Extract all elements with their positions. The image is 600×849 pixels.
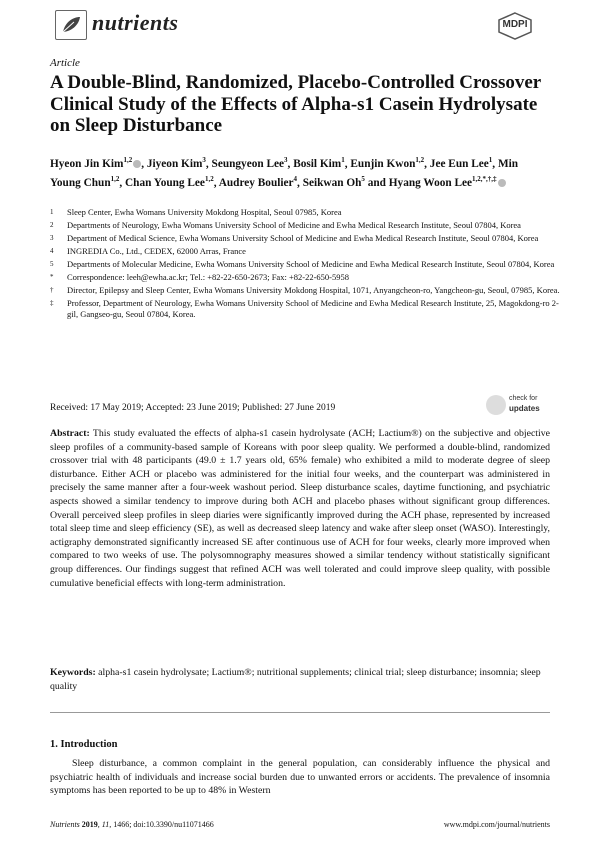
author-name: Bosil Kim — [293, 157, 342, 170]
affiliation-item — [50, 259, 560, 270]
author-and: and — [367, 177, 386, 190]
affiliation-text: Correspondence: leeh@ewha.ac.kr; Tel.: +82-22-650-2673; Fax: +82-22-650-5958 — [67, 272, 349, 282]
mdpi-logo-text: MDPI — [502, 19, 528, 30]
affiliation-text: Department of Medical Science, Ewha Womans University School of Medicine and Ewha Medical Research Institute, Seoul 07804, Korea — [67, 233, 539, 243]
author-name: Hyang Woon Lee — [388, 177, 473, 190]
affiliation-mark: 4 — [50, 247, 54, 255]
author-list: Hyeon Jin Kim$^{1,2}$ , Jiyeon Kim$^3$, Seungyeon Lee$^3$, Bosil Kim$^1$, Eunjin Kwon$^{1,2}$, Jee Eun Lee$^1$, Min Young Chun$^{1,2}$, Chan Young Lee$^{1,2}$, Audrey Boulier$^4$, Seikwan Oh$^5$ and Hyang Woon Lee$^{1,2,*,\dagger,\ddagger}$ — [50, 156, 519, 190]
author-affiliation-marks: 5 — [361, 175, 365, 184]
affiliation-text: Professor, Department of Neurology, Ewha Womans University School of Medicine and Ewha Medical Research Institute, 25, Magokdong-ro 2-gil, Gangseo-gu, Seoul 07804, Korea. — [67, 298, 559, 319]
abstract-label: Abstract: — [50, 428, 90, 439]
affiliation-list — [50, 207, 560, 322]
author-affiliation-marks: 1,2 — [123, 156, 133, 164]
footer-volume: 11 — [101, 820, 110, 829]
author-name: Eunjin Kwon — [350, 157, 416, 170]
author-name: Hyeon Jin Kim — [50, 157, 124, 170]
affiliation-text: Sleep Center, Ewha Womans University Mokdong Hospital, Seoul 07985, Korea — [67, 207, 342, 217]
author-name: Jee Eun Lee — [429, 157, 489, 170]
affiliation-mark: * — [50, 273, 54, 281]
orcid-icon[interactable] — [498, 179, 506, 187]
affiliation-item — [50, 246, 560, 257]
author-affiliation-marks: 4 — [293, 175, 298, 184]
affiliation-item — [50, 272, 560, 283]
publication-dates: Received: 17 May 2019; Accepted: 23 June 2019; Published: 27 June 2019 — [50, 403, 336, 413]
affiliation-mark: † — [50, 286, 54, 294]
author-name: Audrey Boulier — [218, 177, 294, 190]
affiliation-item — [50, 285, 560, 296]
keywords-label: Keywords: — [50, 667, 96, 678]
affiliation-mark: ‡ — [50, 299, 54, 307]
page-title: A Double-Blind, Randomized, Placebo-Controlled Crossover Clinical Study of the Effects of Alpha-s1 Casein Hydrolysate on Sleep Disturbance — [50, 72, 541, 136]
affiliation-mark: 5 — [50, 260, 54, 268]
author-affiliation-marks: 1,2 — [110, 175, 120, 184]
abstract — [50, 427, 550, 590]
affiliation-mark: 3 — [50, 234, 54, 242]
affiliation-mark: 2 — [50, 221, 54, 229]
author-name: Min Young Chun — [50, 157, 519, 190]
check-updates-line2: updates — [509, 404, 540, 413]
author-affiliation-marks: 3 — [202, 156, 206, 164]
affiliation-text: Departments of Neurology, Ewha Womans University School of Medicine and Ewha Medical Research Institute, Seoul 07804, Korea — [67, 220, 521, 230]
footer-citation: Nutrients 2019, 11, 1466; doi:10.3390/nu11071466 — [50, 820, 214, 829]
author-name: Jiyeon Kim — [146, 157, 203, 170]
author-affiliation-marks: 1,2,*,†,‡ — [472, 175, 497, 184]
author-affiliation-marks: 1 — [341, 156, 345, 164]
affiliation-text: INGREDIA Co., Ltd., CEDEX, 62000 Arras, France — [67, 246, 246, 256]
check-updates-icon — [486, 395, 506, 415]
affiliation-text: Director, Epilepsy and Sleep Center, Ewha Womans University Mokdong Hospital, 1071, Anyangcheon-ro, Yangcheon-gu, Seoul, 07985, Korea. — [67, 285, 560, 295]
footer-year: 2019 — [81, 820, 98, 829]
leaf-icon — [59, 14, 83, 36]
check-for-updates-badge[interactable] — [486, 394, 546, 416]
intro-paragraph: Sleep disturbance, a common complaint in the general population, can considerably influence the physical and psychiatric health of individuals and increase social burden due to unwanted errors or accidents. The prevalence of insomnia symptoms has been reported to be up to 48% in Western — [50, 758, 550, 797]
author-name: Seungyeon Lee — [211, 157, 285, 170]
abstract-text: This study evaluated the effects of alpha-s1 casein hydrolysate (ACH; Lactium®) on the subjective and objective sleep profiles of a community-based sample of Koreans with poor sleep quality. We performed a double-blind, randomized crossover trial with 48 participants (49.0 ± 1.7 years old, 65% female) who exhibited a mild to moderate degree of sleep disturbance. Either ACH or placebo was administered for the initial four weeks, and the counterpart was administered in precisely the same manner after a four-week washout period. Sleep disturbance scales, daytime functioning, and psychiatric aspects showed a similar tendency to improve during both ACH and placebo phases without significant group differences. Overall perceived sleep profiles in sleep diaries were significantly improved during the ACH phase, represented by increased total sleep time and sleep efficiency (SE), as well as decreased sleep latency and wake after sleep onset (WASO). Interestingly, actigraphy demonstrated significantly increased SE after continuous use of ACH for four weeks, clearly more improved when compared to two weeks of use. The polysomnography measures showed a similar tendency without statistically significant group differences. Our findings suggest that refined ACH was well tolerated and could improve sleep quality, with possible cumulative beneficial effects with long-term administration. — [50, 428, 550, 589]
journal-name: nutrients — [92, 10, 179, 35]
affiliation-mark: 1 — [50, 208, 54, 216]
author-name: Chan Young Lee — [125, 177, 205, 190]
author-affiliation-marks: 1,2 — [204, 175, 214, 184]
author-affiliation-marks: 1,2 — [415, 156, 425, 164]
journal-logo — [55, 10, 87, 40]
mdpi-logo — [498, 12, 532, 40]
section-heading: 1. Introduction — [50, 739, 118, 750]
author-name: Seikwan Oh — [302, 177, 362, 190]
author-affiliation-marks: 1 — [488, 156, 493, 164]
affiliation-item — [50, 220, 560, 231]
affiliation-item — [50, 207, 560, 218]
affiliation-item — [50, 298, 560, 320]
keywords-text: alpha-s1 casein hydrolysate; Lactium®; nutritional supplements; clinical trial; sleep disturbance; insomnia; sleep quality — [50, 667, 541, 692]
author-affiliation-marks: 3 — [284, 156, 288, 164]
footer-doi: , 1466; doi:10.3390/nu11071466 — [109, 820, 214, 829]
keywords — [50, 666, 550, 693]
affiliation-text: Departments of Molecular Medicine, Ewha Womans University School of Medicine and Ewha Medical Research Institute, Seoul 07804, Korea — [67, 259, 555, 269]
orcid-icon[interactable] — [133, 160, 141, 168]
footer-journal: Nutrients — [50, 820, 80, 829]
affiliation-item — [50, 233, 560, 244]
check-updates-line1: check for — [509, 395, 538, 402]
article-type: Article — [50, 57, 80, 69]
divider — [50, 712, 550, 713]
footer-url[interactable]: www.mdpi.com/journal/nutrients — [443, 820, 550, 829]
